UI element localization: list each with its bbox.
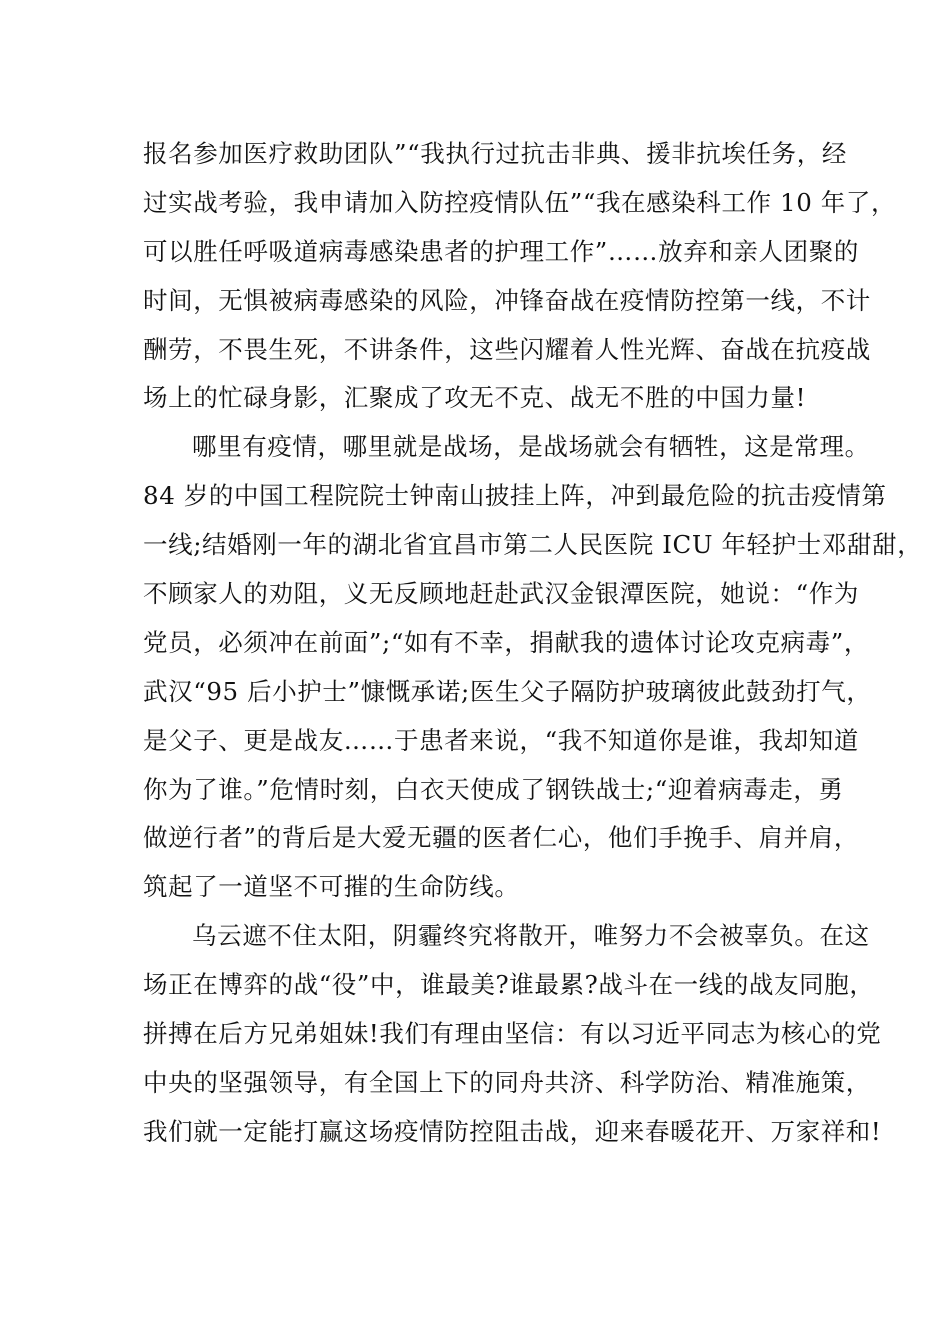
paragraph-3 [143,912,882,1156]
text-line: 不顾家人的劝阻，义无反顾地赶赴武汉金银潭医院，她说：“作为 [143,579,859,609]
text-line: 时间，无惧被病毒感染的风险，冲锋奋战在疫情防控第一线，不计 [143,285,871,315]
text-line: 可以胜任呼吸道病毒感染患者的护理工作”……放弃和亲人团聚的 [143,236,859,266]
text-line: 我们就一定能打赢这场疫情防控阻击战，迎来春暖花开、万家祥和! [143,1116,882,1146]
text-line: 拼搏在后方兄弟姐妹!我们有理由坚信：有以习近平同志为核心的党 [143,1019,882,1049]
text-line: 你为了谁。”危情时刻，白衣天使成了钢铁战士;“迎着病毒走，勇 [143,774,844,804]
text-line: 场上的忙碌身影，汇聚成了攻无不克、战无不胜的中国力量! [143,383,807,413]
text-line: 哪里有疫情，哪里就是战场，是战场就会有牺牲，这是常理。 [192,432,870,462]
text-line: 场正在博弈的战“役”中，谁最美?谁最累?战斗在一线的战友同胞， [143,970,875,1000]
text-line: 报名参加医疗救助团队”“我执行过抗击非典、援非抗埃任务，经 [143,139,847,168]
text-line: 酬劳，不畏生死，不讲条件，这些闪耀着人性光辉、奋战在抗疫战 [143,334,871,364]
text-line: 做逆行者”的背后是大爱无疆的医者仁心，他们手挽手、肩并肩， [143,823,859,853]
text-line: 武汉“95 后小护士”慷慨承诺;医生父子隔防护玻璃彼此鼓劲打气， [143,676,872,706]
paragraph-2 [143,423,923,912]
text-line: 筑起了一道坚不可摧的生命防线。 [143,872,520,902]
text-line: 84 岁的中国工程院院士钟南山披挂上阵，冲到最危险的抗击疫情第 [143,481,887,511]
body-text [143,130,923,1157]
text-line: 一线;结婚刚一年的湖北省宜昌市第二人民医院 ICU 年轻护士邓甜甜， [143,530,923,560]
text-line: 是父子、更是战友……于患者来说，“我不知道你是谁，我却知道 [143,725,859,755]
paragraph-1 [143,130,897,423]
text-line: 乌云遮不住太阳，阴霾终究将散开，唯努力不会被辜负。在这 [192,921,870,951]
text-line: 中央的坚强领导，有全国上下的同舟共济、科学防治、精准施策， [143,1067,871,1097]
text-line: 过实战考验，我申请加入防控疫情队伍”“我在感染科工作 10 年了， [143,187,897,217]
text-line: 党员，必须冲在前面”;“如有不幸，捐献我的遗体讨论攻克病毒”， [143,627,869,657]
